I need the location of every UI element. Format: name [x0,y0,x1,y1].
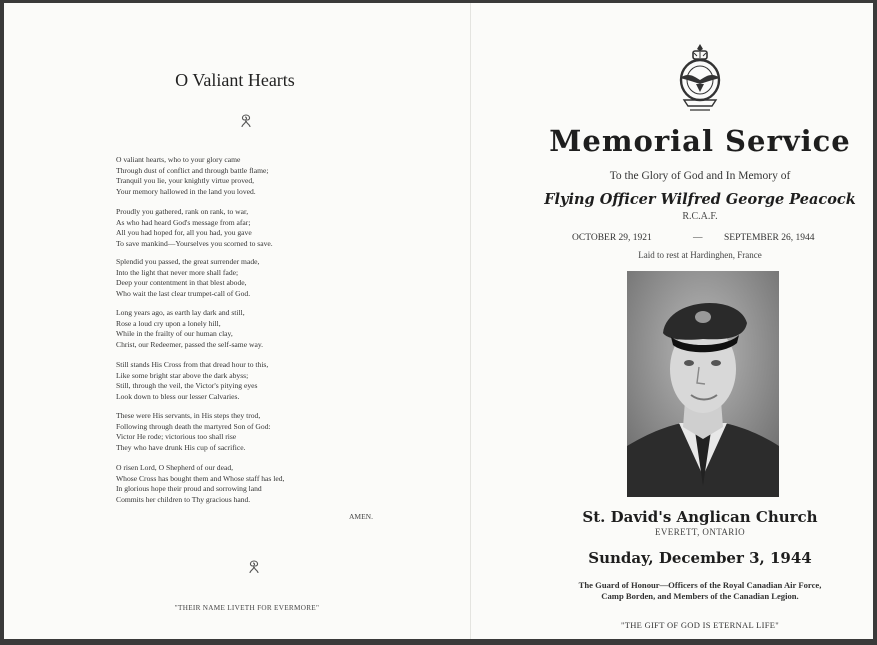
laid-to-rest: Laid to rest at Hardinghen, France [638,250,762,260]
flourish-ornament-icon [244,558,264,583]
guard-of-honour [530,580,870,602]
hymn-stanza-2: Proudly you gathered, rank on rank, to war, As who had heard God's message from afar; All you had hoped for, all you had, you gave To save mankind—Yourselves you scorned to save. [116,207,273,248]
closing-motto: "THEIR NAME LIVETH FOR EVERMORE" [174,604,320,612]
date-dash: — [693,233,703,243]
death-date: SEPTEMBER 26, 1944 [724,233,815,243]
service-date: Sunday, December 3, 1944 [588,549,812,567]
hymn-stanza-4: Long years ago, as earth lay dark and still, Rose a loud cry upon a lonely hill, While in the frailty of our human clay, Christ, our Redeemer, passed the self-same way. [116,308,264,349]
scripture-quote: "THE GIFT OF GOD IS ETERNAL LIFE" [620,620,780,630]
hymn-stanza-6: These were His servants, in His steps they trod, Following through death the martyred Son of God: Victor He rode; victorious too shall rise They who have drunk His cup of sacrifice. [116,411,271,452]
church-location: EVERETT, ONTARIO [655,527,745,537]
service-branch: R.C.A.F. [682,211,718,222]
amen-text: AMEN. [349,512,373,521]
hymn-title: O Valiant Hearts [175,70,295,90]
birth-date: OCTOBER 29, 1921 [572,233,652,243]
hymn-stanza-7: O risen Lord, O Shepherd of our dead, Whose Cross has bought them and Whose staff has led, In glorious hope their proud and sorrowing land Commits her children to Thy gracious hand. [116,463,285,504]
guard-line-2: Camp Borden, and Members of the Canadian Legion. [601,591,799,601]
church-name: St. David's Anglican Church [582,508,818,526]
hymn-stanza-1: O valiant hearts, who to your glory came Through dust of conflict and through battle flame; Tranquil you lie, your knightly virtue proved, Your memory hallowed in the land you loved. [116,155,269,196]
hymn-stanza-5: Still stands His Cross from that dread hour to this, Like some bright star above the dark abyss; Still, through the veil, the Victor's pitying eyes Look down to bless our lesser Calvaries. [116,360,269,401]
page-fold [470,3,471,639]
flourish-ornament-icon [236,112,256,137]
memorial-service-title: Memorial Service [549,124,851,158]
officer-portrait-photo [627,271,779,497]
hymn-stanza-3: Splendid you passed, the great surrender made, Into the light that never more shall fade; Deep your contentment in that blest abode, Who wait the last clear trumpet-call of God. [116,257,260,298]
guard-line-1: The Guard of Honour—Officers of the Royal Canadian Air Force, [578,580,822,590]
rcaf-crest-icon [672,42,728,114]
dedication-line: To the Glory of God and In Memory of [609,170,791,182]
officer-name: Flying Officer Wilfred George Peacock [544,191,856,208]
